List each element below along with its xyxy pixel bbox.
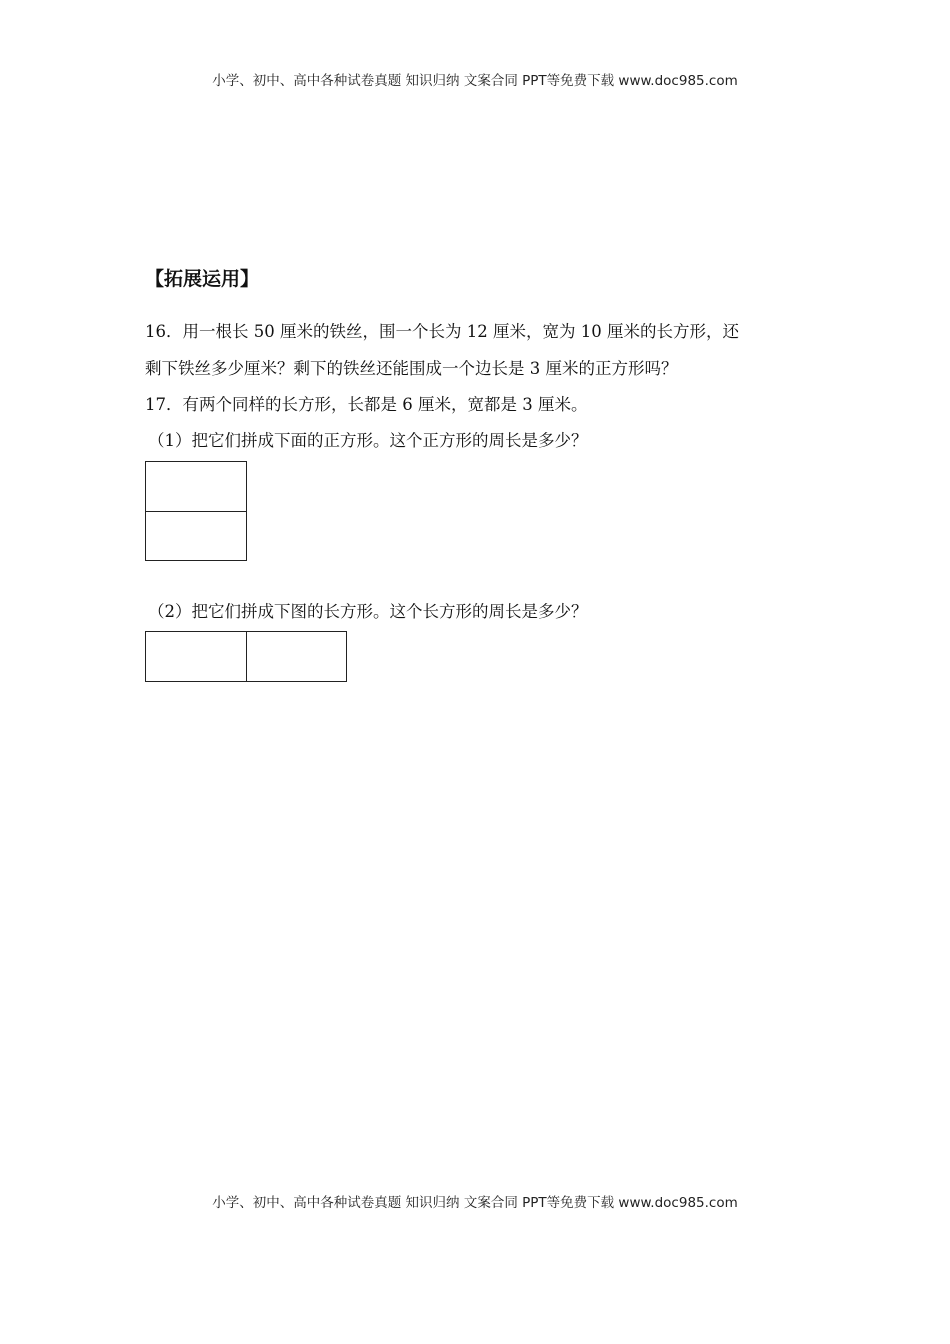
page-footer: 小学、初中、高中各种试卷真题 知识归纳 文案合同 PPT等免费下载 www.doc985.com: [212, 1195, 738, 1211]
question-16-line-1: 16．用一根长 50 厘米的铁丝，围一个长为 12 厘米，宽为 10 厘米的长方形，还: [145, 322, 739, 341]
question-17-part-1: （1）把它们拼成下面的正方形。这个正方形的周长是多少？: [148, 431, 588, 450]
question-16-line-2: 剩下铁丝多少厘米？剩下的铁丝还能围成一个边长是 3 厘米的正方形吗？: [145, 359, 678, 378]
square-figure-divider: [146, 511, 246, 512]
section-title: 【拓展运用】: [145, 268, 260, 290]
rectangle-figure-divider: [246, 632, 247, 681]
question-17-stem: 17．有两个同样的长方形，长都是 6 厘米，宽都是 3 厘米。: [145, 395, 588, 414]
square-figure-two-stacked-rectangles: [145, 461, 247, 561]
page-header: 小学、初中、高中各种试卷真题 知识归纳 文案合同 PPT等免费下载 www.doc985.com: [212, 73, 738, 89]
question-17-part-2: （2）把它们拼成下图的长方形。这个长方形的周长是多少？: [148, 602, 588, 621]
rectangle-figure-two-side-by-side-rectangles: [145, 631, 347, 682]
